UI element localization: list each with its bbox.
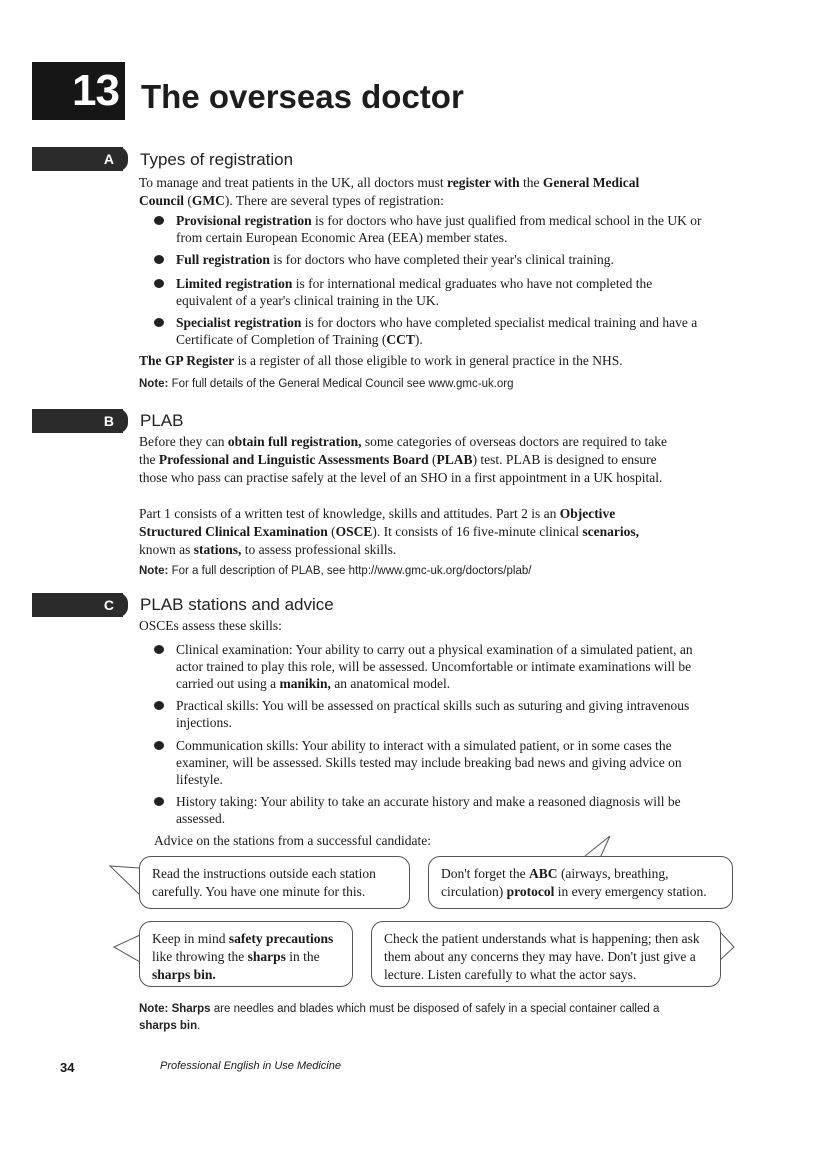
page-number: 34 xyxy=(60,1060,75,1075)
advice-intro: Advice on the stations from a successful candidate: xyxy=(154,833,432,848)
advice-bubble-instructions: Read the instructions outside each station carefully. You have one minute for this. xyxy=(139,856,410,909)
bullet-icon xyxy=(154,216,164,225)
section-a-title: Types of registration xyxy=(140,150,294,169)
section-b-note: Note: For a full description of PLAB, see http://www.gmc-uk.org/doctors/plab/ xyxy=(139,565,532,577)
advice-bubble-safety: Keep in mind safety precautions like throwing the sharps in the sharps bin. xyxy=(139,921,353,987)
bullet-icon xyxy=(154,279,164,288)
advice-bubble-abc: Don't forget the ABC (airways, breathing, circulation) protocol in every emergency station. xyxy=(428,856,733,909)
page-title: The overseas doctor xyxy=(141,78,464,115)
section-a-note: Note: For full details of the General Medical Council see www.gmc-uk.org xyxy=(139,378,514,390)
book-title: Professional English in Use Medicine xyxy=(160,1060,341,1072)
bullet-icon xyxy=(154,797,164,806)
section-b-para-1: Before they can obtain full registration, some categories of overseas doctors are required to take the Professional and Linguistic Assessments Board (PLAB) test. PLAB is designed to ensure those who pass can practise safely at the level of an SHO in a first appointment in a UK hospital. xyxy=(139,434,667,485)
bullet-icon xyxy=(154,741,164,750)
bullet-icon xyxy=(154,318,164,327)
gp-register-text: The GP Register is a register of all those eligible to work in general practice in the NHS. xyxy=(139,353,623,368)
section-c-intro: OSCEs assess these skills: xyxy=(139,618,282,633)
advice-bubble-communication: Check the patient understands what is happening; then ask them about any concerns they may have. Don't just give a lecture. Listen carefully to what the actor says. xyxy=(371,921,721,987)
bullet-icon xyxy=(154,701,164,710)
section-a-intro: To manage and treat patients in the UK, all doctors must register with the General Medical Council (GMC). There are several types of registration: xyxy=(139,175,640,208)
section-c-note: Note: Sharps are needles and blades which must be disposed of safely in a special container called a sharps bin. xyxy=(139,1003,660,1032)
unit-number: 13 xyxy=(32,62,125,120)
section-a-marker: A xyxy=(32,147,123,171)
section-b-para-2: Part 1 consists of a written test of knowledge, skills and attitudes. Part 2 is an Objective Structured Clinical Examination (OSCE). It consists of 16 five-minute clinical scenarios, known as stations, to assess professional skills. xyxy=(139,506,639,557)
bullet-icon xyxy=(154,645,164,654)
section-c-marker: C xyxy=(32,593,123,617)
bullet-icon xyxy=(154,255,164,264)
section-b-title: PLAB xyxy=(140,411,184,430)
section-c-title: PLAB stations and advice xyxy=(140,595,334,614)
section-b-marker: B xyxy=(32,409,123,433)
